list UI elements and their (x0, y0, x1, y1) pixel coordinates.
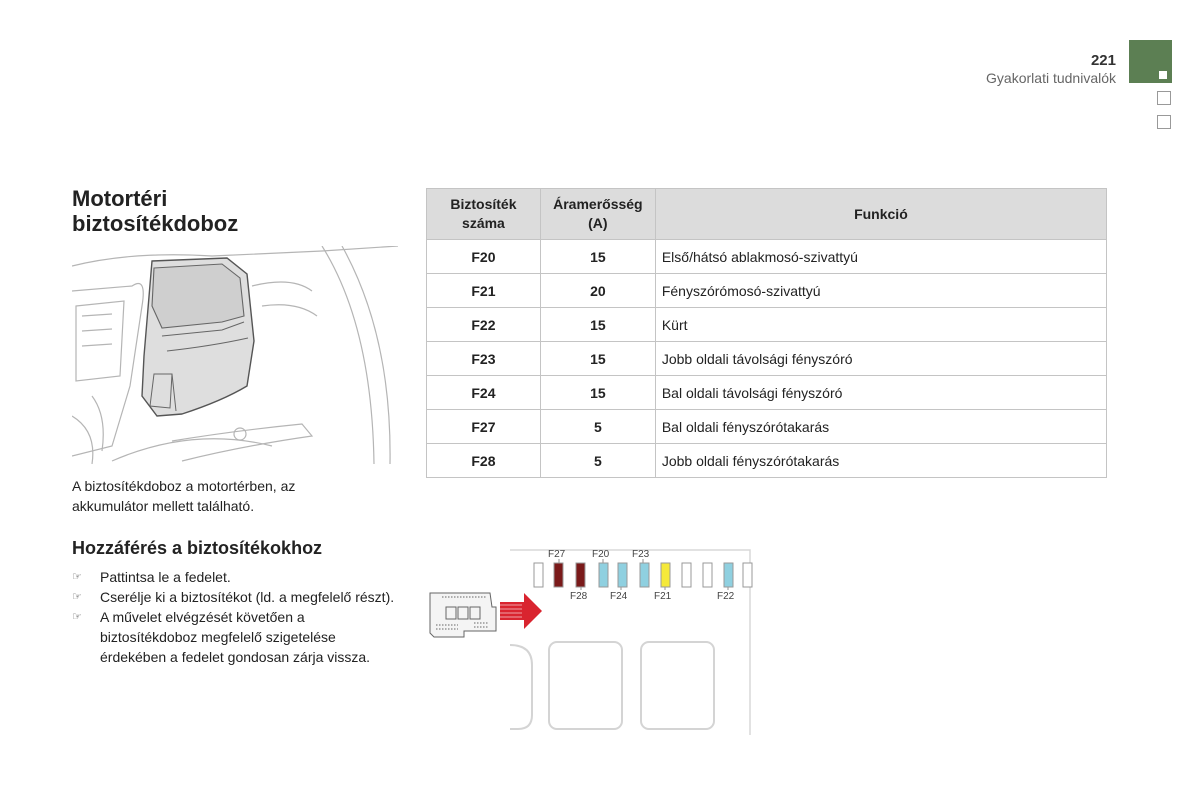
pointing-hand-icon: ☞ (72, 571, 82, 583)
fuse-amperage: 20 (540, 274, 655, 308)
header-fuse-number: Biztosíték száma (427, 189, 541, 240)
fuse-compartment (641, 642, 714, 729)
fuse-number: F21 (427, 274, 541, 308)
fuse-number: F23 (427, 342, 541, 376)
fuse-function: Kürt (655, 308, 1106, 342)
fuse-function: Bal oldali távolsági fényszóró (655, 376, 1106, 410)
table-row (427, 274, 1107, 308)
chapter-tab-box (1157, 91, 1171, 105)
arrow-right-icon (500, 593, 542, 629)
list-item: ☞ Cserélje ki a biztosítékot (ld. a megfelelő részt). (72, 589, 395, 605)
fuse-function: Bal oldali fényszórótakarás (655, 410, 1106, 444)
fuse-amperage: 15 (540, 240, 655, 274)
fuse-label-f28: F28 (570, 591, 588, 602)
table-row (427, 410, 1107, 444)
fuse-function: Első/hátsó ablakmosó-szivattyú (655, 240, 1106, 274)
fuse-slot (682, 563, 691, 587)
fuse-f28 (576, 563, 585, 587)
fuse-f21 (661, 563, 670, 587)
fuse-amperage: 15 (540, 342, 655, 376)
fuse-f22 (724, 563, 733, 587)
fuse-box-overview-icon (430, 593, 496, 637)
engine-compartment-illustration (72, 246, 398, 464)
section-title-line2: biztosítékdoboz (72, 211, 239, 236)
fuse-function: Fényszórómosó-szivattyú (655, 274, 1106, 308)
fuse-function: Jobb oldali fényszórótakarás (655, 444, 1106, 478)
fuse-compartment (549, 642, 622, 729)
fuse-amperage: 5 (540, 444, 655, 478)
fuse-f20 (599, 563, 608, 587)
fuse-f27 (554, 563, 563, 587)
fuse-number: F22 (427, 308, 541, 342)
table-row (427, 444, 1107, 478)
fuse-slot (534, 563, 543, 587)
fuse-number: F28 (427, 444, 541, 478)
list-item: ☞ Pattintsa le a fedelet. (72, 569, 231, 585)
fuse-label-f27: F27 (548, 549, 566, 560)
tab-marker-icon (1159, 71, 1167, 79)
fuse-slot (703, 563, 712, 587)
fuse-table (426, 188, 1107, 478)
section-title (72, 186, 238, 236)
fuse-label-f24: F24 (610, 591, 628, 602)
fuse-number: F27 (427, 410, 541, 444)
pointing-hand-icon: ☞ (72, 611, 82, 623)
list-item: ☞ A művelet elvégzését követően a biztosítékdoboz megfelelő szigetelése érdekében a fedelet gondosan zárja vissza. (72, 609, 371, 665)
table-row (427, 342, 1107, 376)
fuse-f23 (640, 563, 649, 587)
fuse-label-f20: F20 (592, 549, 610, 560)
chapter-tab-box (1157, 115, 1171, 129)
section-title-line1: Motortéri (72, 186, 168, 211)
chapter-tab-active (1129, 40, 1172, 83)
fuse-amperage: 5 (540, 410, 655, 444)
fuse-f24 (618, 563, 627, 587)
fuse-amperage: 15 (540, 308, 655, 342)
fuse-label-f21: F21 (654, 591, 672, 602)
table-row (427, 376, 1107, 410)
chapter-title: Gyakorlati tudnivalók (986, 70, 1116, 86)
fuse-amperage: 15 (540, 376, 655, 410)
fuse-number: F20 (427, 240, 541, 274)
fuse-label-f23: F23 (632, 549, 650, 560)
location-caption: A biztosítékdoboz a motortérben, az akkumulátor mellett található. (72, 478, 296, 514)
fuse-number: F24 (427, 376, 541, 410)
fuse-label-f22: F22 (717, 591, 735, 602)
header-amperage: Áramerősség (A) (540, 189, 655, 240)
page-number: 221 (1090, 52, 1116, 69)
access-title: Hozzáférés a biztosítékokhoz (72, 538, 323, 558)
fuse-function: Jobb oldali távolsági fényszóró (655, 342, 1106, 376)
fuse-slot (743, 563, 752, 587)
table-row (427, 308, 1107, 342)
table-row (427, 240, 1107, 274)
fuse-box-diagram (428, 545, 754, 735)
table-header-row (427, 189, 1107, 240)
access-steps (72, 567, 402, 667)
header-function: Funkció (655, 189, 1106, 240)
pointing-hand-icon: ☞ (72, 591, 82, 603)
